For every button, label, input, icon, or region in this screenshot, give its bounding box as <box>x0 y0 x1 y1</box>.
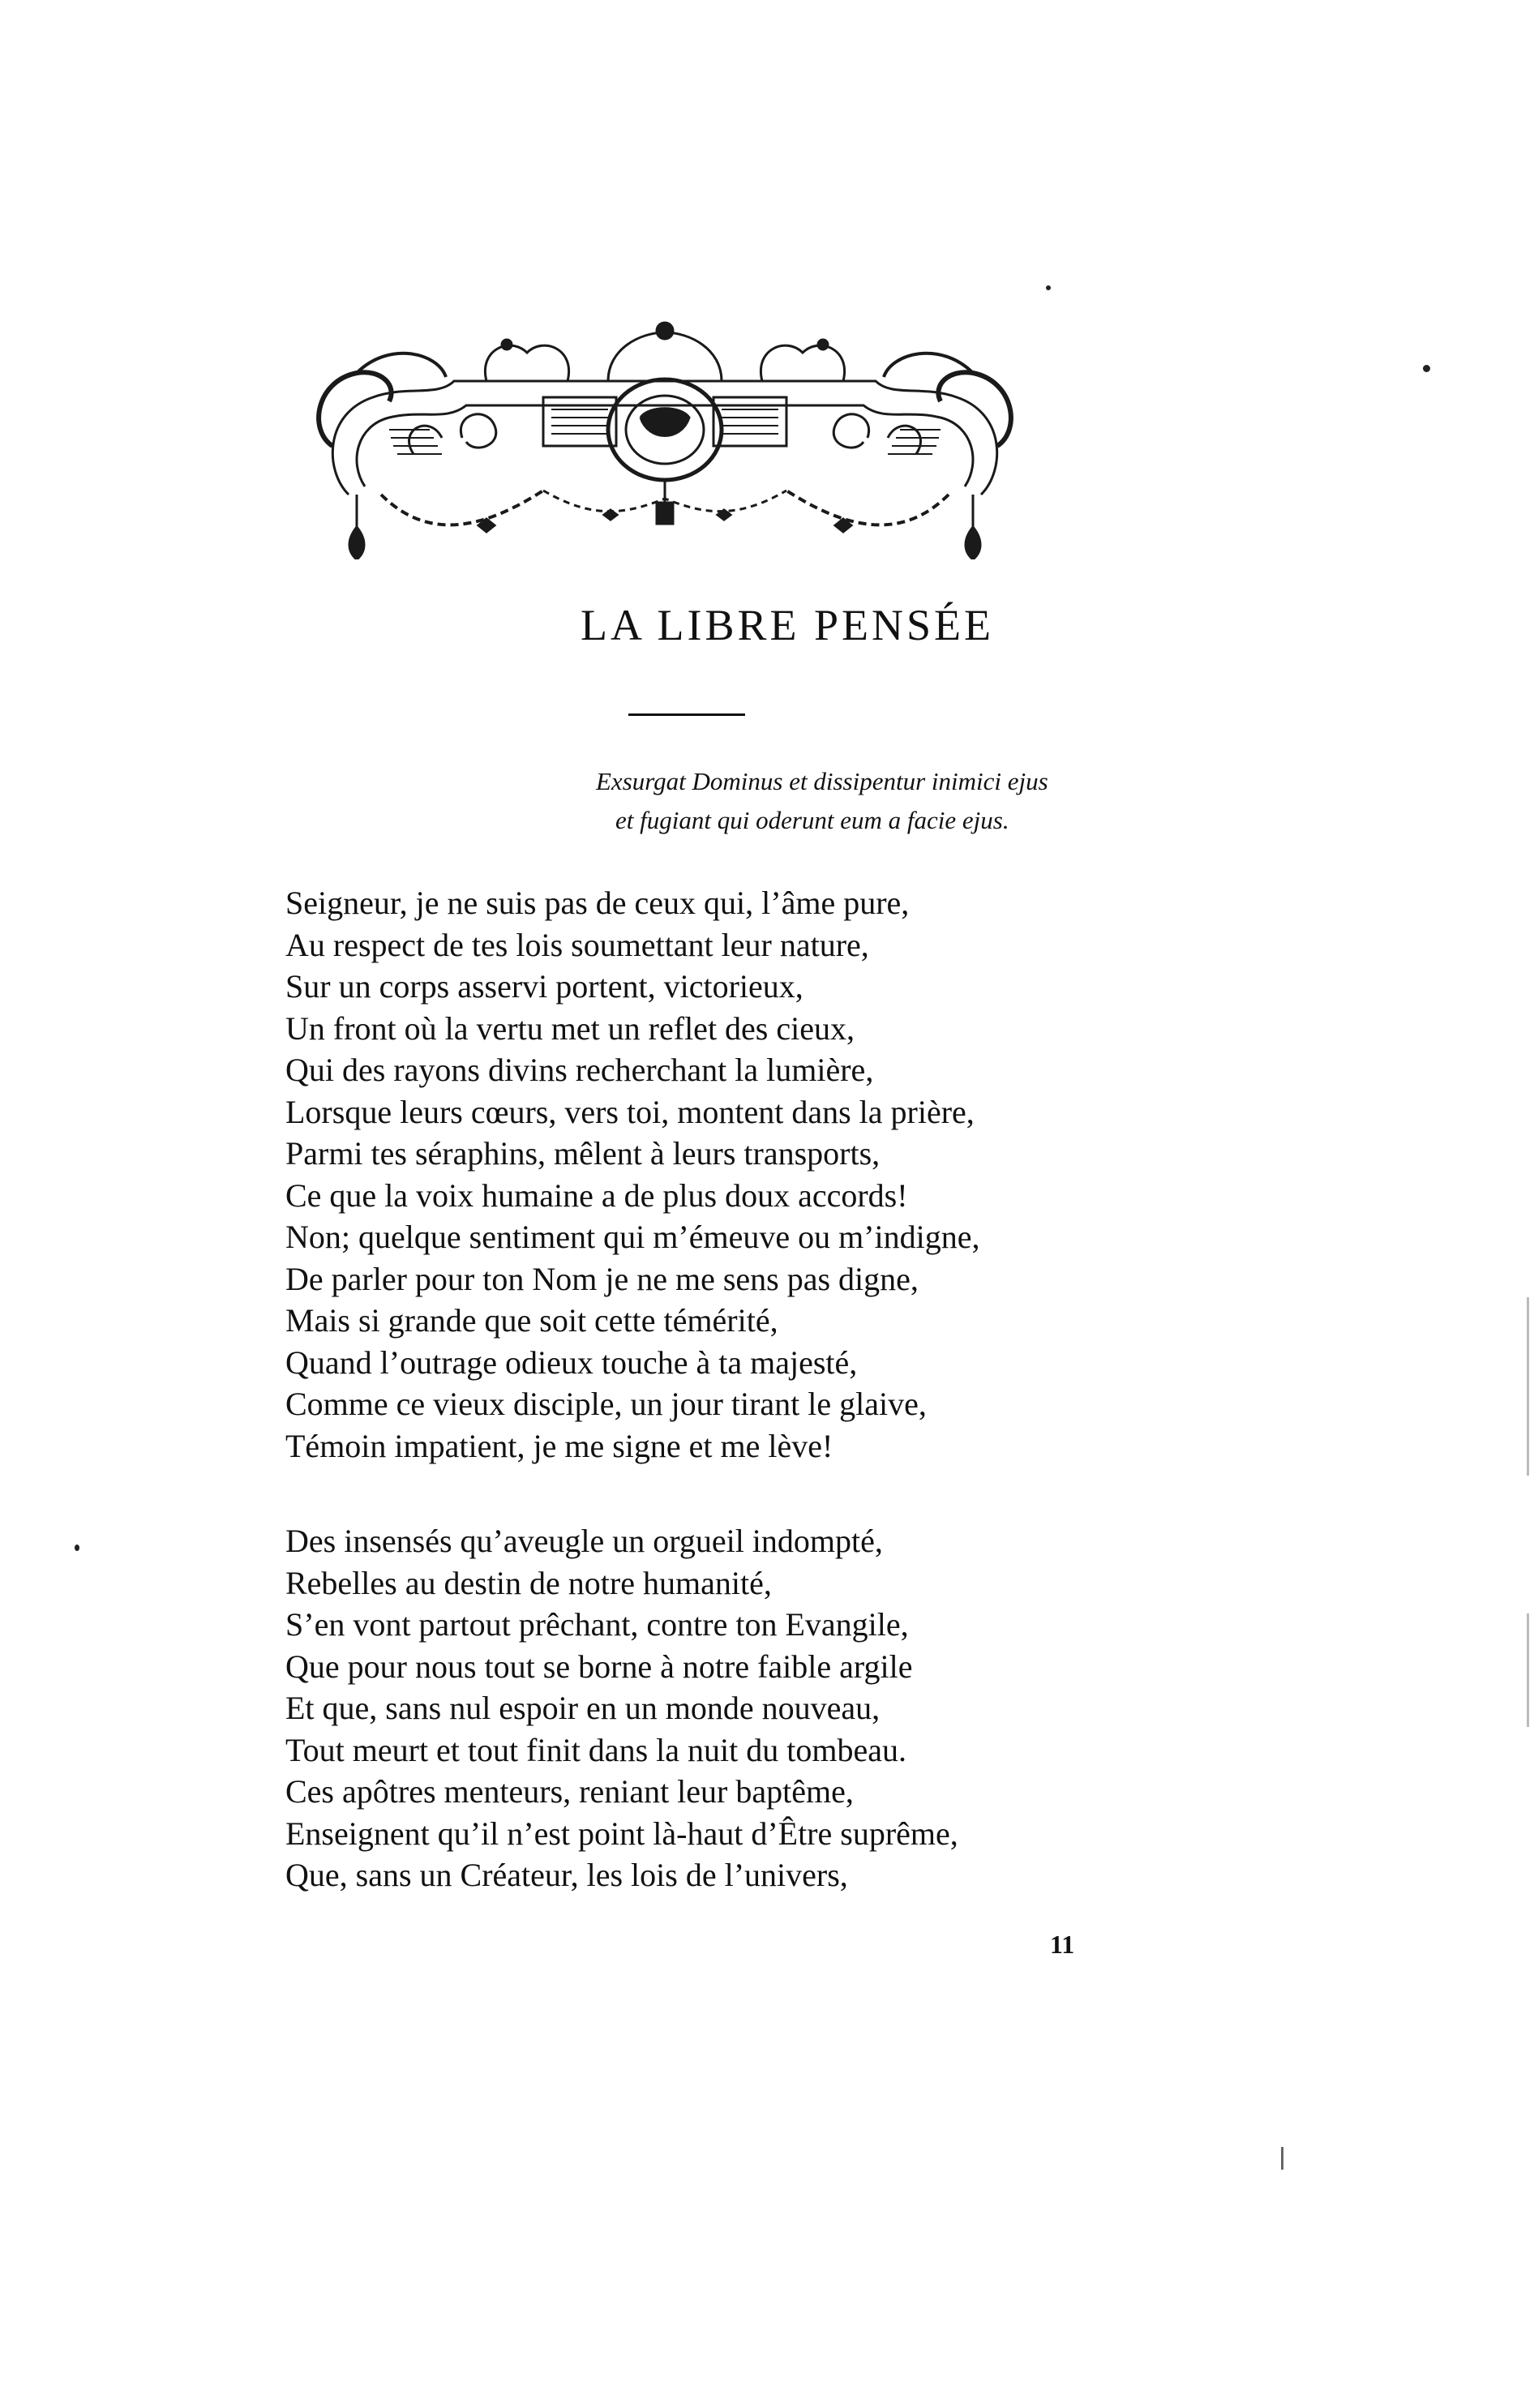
title-rule-divider <box>628 713 745 716</box>
verse-line: Un front où la vertu met un reflet des cieux, <box>285 1009 855 1047</box>
verse-line: Quand l’outrage odieux touche à ta majesté, <box>285 1343 858 1381</box>
epigraph-line: Exsurgat Dominus et dissipentur inimici ejus <box>596 767 1048 795</box>
verse-line: De parler pour ton Nom je ne me sens pas digne, <box>285 1260 919 1297</box>
scan-speck <box>1281 2147 1283 2170</box>
page-number: 11 <box>1050 1930 1075 1959</box>
verse-line: S’en vont partout prêchant, contre ton Evangile, <box>285 1606 909 1643</box>
headpiece-ornament-icon <box>300 308 1030 559</box>
scan-speck <box>1527 1613 1529 1727</box>
verse-line: Sur un corps asservi portent, victorieux, <box>285 968 803 1005</box>
verse-line: Ce que la voix humaine a de plus doux accords! <box>285 1176 908 1214</box>
poem-stanza-1 <box>285 882 1096 1467</box>
verse-line: Non; quelque sentiment qui m’émeuve ou m’indigne, <box>285 1219 980 1255</box>
verse-line: Ces apôtres menteurs, reniant leur baptême, <box>285 1773 854 1810</box>
verse-line: Comme ce vieux disciple, un jour tirant le glaive, <box>285 1386 927 1422</box>
verse-line: Que pour nous tout se borne à notre faible argile <box>285 1647 913 1685</box>
verse-line: Témoin impatient, je me signe et me lève! <box>285 1427 833 1464</box>
verse-line: Au respect de tes lois soumettant leur nature, <box>285 926 869 963</box>
scan-speck <box>75 1545 79 1551</box>
verse-line: Rebelles au destin de notre humanité, <box>285 1564 772 1601</box>
verse-line: Qui des rayons divins recherchant la lumière, <box>285 1052 874 1088</box>
verse-line: Lorsque leurs cœurs, vers toi, montent dans la prière, <box>285 1093 975 1130</box>
epigraph <box>596 762 1180 840</box>
verse-line: Parmi tes séraphins, mêlent à leurs transports, <box>285 1135 881 1172</box>
verse-line: Tout meurt et tout finit dans la nuit du tombeau. <box>285 1731 906 1768</box>
epigraph-line: et fugiant qui oderunt eum a facie ejus. <box>615 806 1009 834</box>
verse-line: Et que, sans nul espoir en un monde nouveau, <box>285 1690 881 1726</box>
poem-stanza-2 <box>285 1520 1096 1896</box>
scan-speck <box>1046 285 1051 290</box>
scan-speck <box>1527 1297 1529 1476</box>
verse-line: Seigneur, je ne suis pas de ceux qui, l’âme pure, <box>285 885 910 921</box>
scan-speck <box>1423 365 1430 372</box>
verse-line: Mais si grande que soit cette témérité, <box>285 1302 778 1339</box>
page-title: LA LIBRE PENSÉE <box>580 601 994 649</box>
verse-line: Que, sans un Créateur, les lois de l’univers, <box>285 1857 848 1893</box>
verse-line: Des insensés qu’aveugle un orgueil indompté, <box>285 1523 883 1559</box>
verse-line: Enseignent qu’il n’est point là-haut d’Être suprême, <box>285 1815 958 1852</box>
